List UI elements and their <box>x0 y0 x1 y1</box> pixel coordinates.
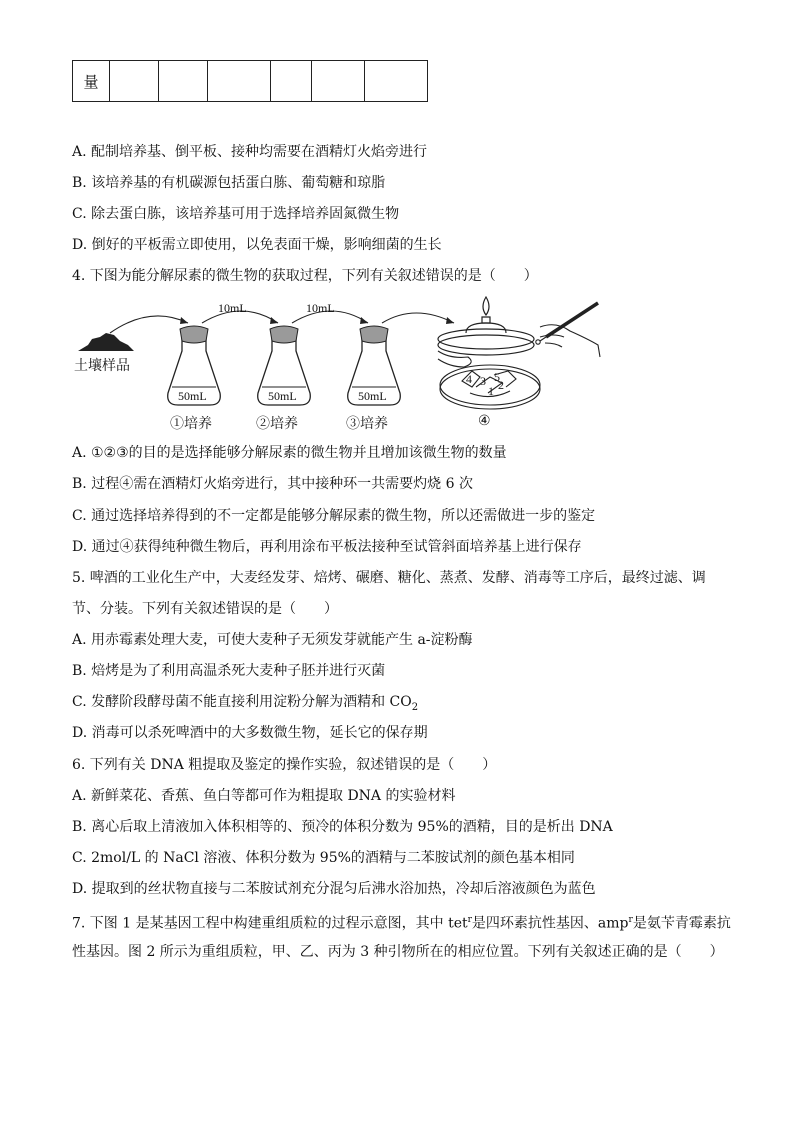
table-cell <box>365 61 428 102</box>
q6-option-c: C. 2mol/L 的 NaCl 溶液、体积分数为 95%的酒精与二苯胺试剂的颜色基本相同 <box>72 850 575 866</box>
q6-option-a: A. 新鲜菜花、香蕉、鱼白等都可作为粗提取 DNA 的实验材料 <box>72 788 456 804</box>
streak-label-4: 4 <box>466 372 472 386</box>
q7-stem-line-1 <box>72 910 731 934</box>
transfer-arrow-soil <box>110 316 188 333</box>
flask-1-volume: 50mL <box>178 389 207 403</box>
transfer-volume-1: 10mL <box>218 301 247 315</box>
step-4-label: ④ <box>478 413 491 429</box>
hand-with-inoculating-loop-icon <box>438 303 600 367</box>
q3-option-b: B. 该培养基的有机碳源包括蛋白胨、葡萄糖和琼脂 <box>72 175 386 191</box>
q4-stem: 4. 下图为能分解尿素的微生物的获取过程，下列有关叙述错误的是（ ） <box>72 268 538 284</box>
q5-option-d: D. 消毒可以杀死啤酒中的大多数微生物，延长它的保存期 <box>72 725 428 741</box>
q4-figure <box>70 293 630 435</box>
arrow-head <box>446 317 454 324</box>
q5-option-c-subscript: 2 <box>411 701 419 713</box>
q7-superscript-2: r <box>628 915 633 925</box>
data-table-fragment <box>72 60 428 102</box>
q5-option-c-text: C. 发酵阶段酵母菌不能直接利用淀粉分解为酒精和 CO <box>72 694 412 710</box>
streak-label-1: 1 <box>488 384 494 398</box>
table-row-header: 量 <box>73 61 110 102</box>
flask-3-volume: 50mL <box>358 389 387 403</box>
soil-sample-pile <box>78 333 134 351</box>
q7-text-b: 是四环素抗性基因、amp <box>471 915 629 932</box>
q7-text-c: 是氨苄青霉素抗 <box>632 915 731 932</box>
arrow-head <box>360 317 368 324</box>
transfer-arrow-3 <box>382 313 454 323</box>
table-cell <box>208 61 271 102</box>
table-row <box>73 61 428 102</box>
q4-option-a: A. ①②③的目的是选择能够分解尿素的微生物并且增加该微生物的数量 <box>72 445 507 461</box>
table-cell <box>110 61 159 102</box>
q6-stem: 6. 下列有关 DNA 粗提取及鉴定的操作实验，叙述错误的是（ ） <box>72 757 497 773</box>
q6-option-d: D. 提取到的丝状物直接与二苯胺试剂充分混匀后沸水浴加热，冷却后溶液颜色为蓝色 <box>72 881 596 897</box>
transfer-volume-2: 10mL <box>306 301 335 315</box>
step-2-label: ②培养 <box>256 416 298 432</box>
alcohol-lamp-icon <box>438 297 534 355</box>
streak-label-3: 3 <box>480 374 486 388</box>
q6-option-b: B. 离心后取上清液加入体积相等的、预冷的体积分数为 95%的酒精，目的是析出 DNA <box>72 819 613 835</box>
step-1-label: ①培养 <box>170 416 212 432</box>
q3-option-a: A. 配制培养基、倒平板、接种均需要在酒精灯火焰旁进行 <box>72 144 428 160</box>
q5-option-c <box>72 692 418 718</box>
q4-option-d: D. 通过④获得纯种微生物后，再利用涂布平板法接种至试管斜面培养基上进行保存 <box>72 539 582 555</box>
table-cell <box>312 61 365 102</box>
q5-stem-line-1: 5. 啤酒的工业化生产中，大麦经发芽、焙烤、碾磨、糖化、蒸煮、发酵、消毒等工序后，最终过滤、调 <box>72 570 706 586</box>
streak-label-2: 2 <box>498 378 504 392</box>
q5-option-a: A. 用赤霉素处理大麦，可使大麦种子无须发芽就能产生 a-淀粉酶 <box>72 632 473 648</box>
q5-stem-line-2: 节、分装。下列有关叙述错误的是（ ） <box>72 601 338 617</box>
soil-sample-label: 土壤样品 <box>74 358 130 374</box>
arrow-head <box>180 317 188 324</box>
q7-stem-line-2: 性基因。图 2 所示为重组质粒，甲、乙、丙为 3 种引物所在的相应位置。下列有关叙述正确的是（ ） <box>72 944 724 960</box>
table-cell <box>159 61 208 102</box>
arrow-head <box>270 317 278 324</box>
q7-superscript-1: r <box>467 915 472 925</box>
q3-option-d: D. 倒好的平板需立即使用，以免表面干燥，影响细菌的生长 <box>72 237 442 253</box>
streak-label-5: 5 <box>494 370 500 384</box>
step-3-label: ③培养 <box>346 416 388 432</box>
q4-option-b: B. 过程④需在酒精灯火焰旁进行，其中接种环一共需要灼烧 6 次 <box>72 476 473 492</box>
q5-option-b: B. 焙烤是为了利用高温杀死大麦种子胚并进行灭菌 <box>72 663 386 679</box>
flask-2-volume: 50mL <box>268 389 297 403</box>
table-cell <box>271 61 312 102</box>
q4-option-c: C. 通过选择培养得到的不一定都是能够分解尿素的微生物，所以还需做进一步的鉴定 <box>72 508 596 524</box>
q7-text-a: 7. 下图 1 是某基因工程中构建重组质粒的过程示意图，其中 tet <box>72 915 468 932</box>
q3-option-c: C. 除去蛋白胨，该培养基可用于选择培养固氮微生物 <box>72 206 400 222</box>
